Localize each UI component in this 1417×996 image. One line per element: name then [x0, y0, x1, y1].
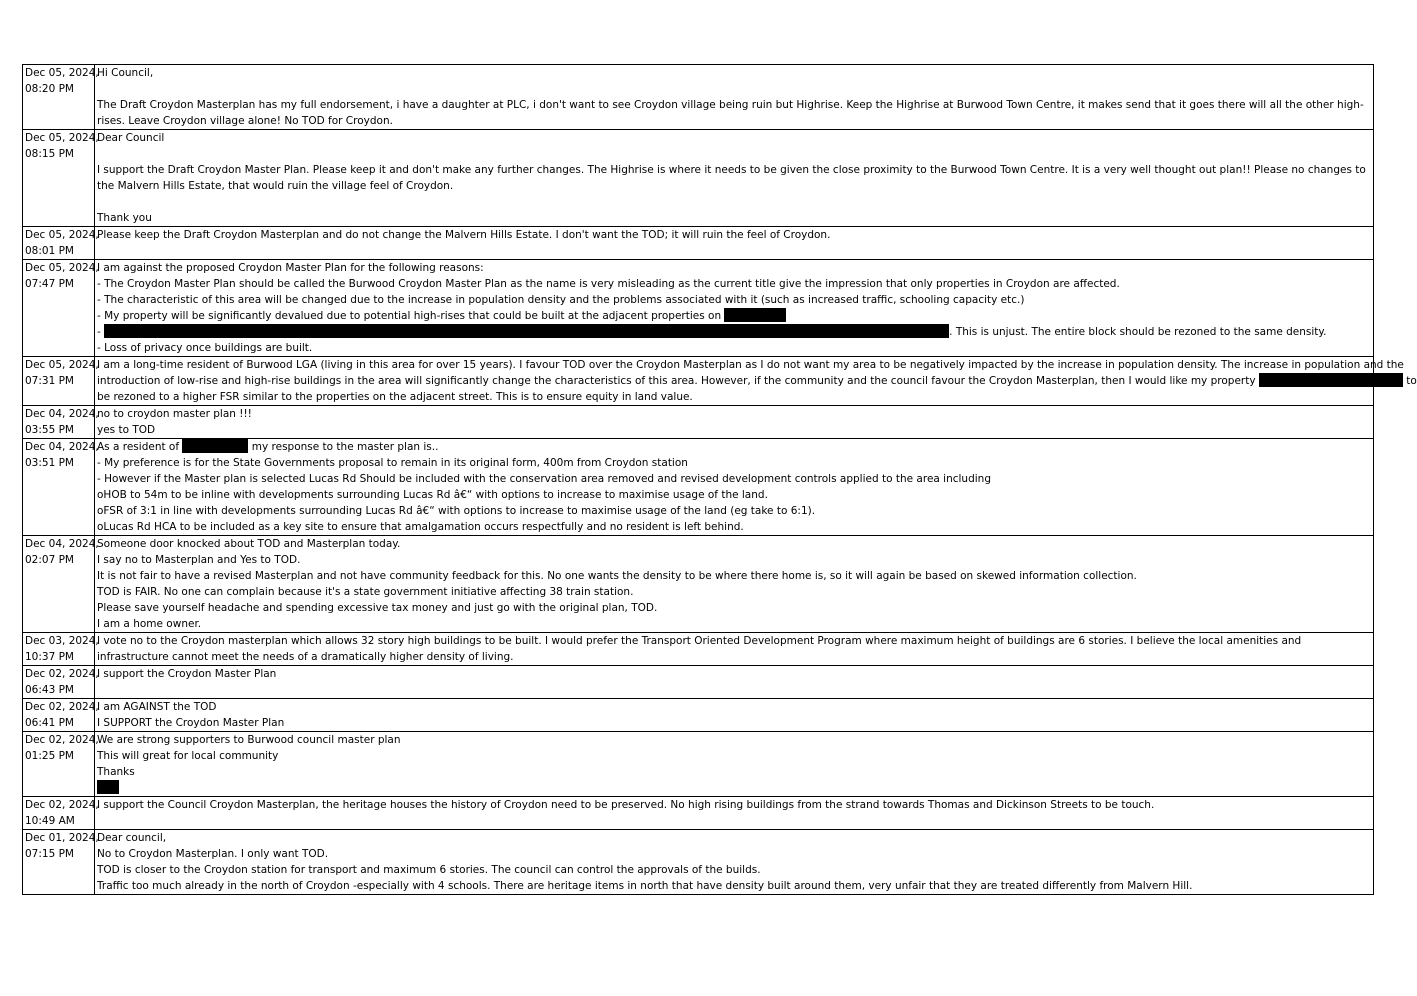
row-time: 08:20 PM	[25, 83, 74, 95]
comment-cell	[95, 732, 1374, 797]
row-date: Dec 03, 2024,	[25, 635, 99, 647]
blank-line	[97, 81, 1372, 97]
row-time: 07:31 PM	[25, 375, 74, 387]
table-row	[23, 699, 1374, 732]
comment-line: I vote no to the Croydon masterplan which allows 32 story high buildings to be built. I would prefer the Transport Oriented Development Program where maximum height of buildings are 6 stories. I believe the local amenities and infrastructure cannot meet the needs of a dramatically higher density of living.	[97, 635, 1302, 663]
date-cell	[23, 357, 99, 406]
blank-line	[97, 194, 1372, 210]
comment-line: Thanks	[97, 766, 135, 778]
row-date: Dec 01, 2024,	[25, 832, 99, 844]
row-time: 07:15 PM	[25, 848, 74, 860]
date-cell	[23, 130, 99, 227]
comment-text: . This is unjust. The entire block should be rezoned to the same density.	[949, 326, 1327, 338]
comment-line: - However if the Master plan is selected Lucas Rd Should be included with the conservation area removed and revised development controls applied to the area including	[97, 473, 991, 485]
date-cell	[23, 797, 99, 830]
comment-line: Please keep the Draft Croydon Masterplan and do not change the Malvern Hills Estate. I don't want the TOD; it will ruin the feel of Croydon.	[97, 229, 831, 241]
comment-line: Dear Council	[97, 132, 165, 144]
date-cell	[23, 830, 99, 895]
row-time: 03:55 PM	[25, 424, 74, 436]
comment-text: -	[97, 326, 101, 338]
row-time: 10:49 AM	[25, 815, 75, 827]
table-row	[23, 130, 1374, 227]
row-time: 03:51 PM	[25, 457, 74, 469]
row-date: Dec 02, 2024,	[25, 734, 99, 746]
comment-line: be rezoned to a higher FSR similar to the properties on the adjacent street. This is to ensure equity in land value.	[97, 391, 693, 403]
comment-line: Thank you	[97, 212, 152, 224]
comment-cell	[95, 65, 1374, 130]
comment-line: oHOB to 54m to be inline with developments surrounding Lucas Rd â€“ with options to increase to maximise usage of the land.	[97, 489, 768, 501]
comment-text: - My property will be significantly devalued due to potential high-rises that could be built at the adjacent properties on	[97, 310, 722, 322]
comment-line: yes to TOD	[97, 424, 156, 436]
row-time: 07:47 PM	[25, 278, 74, 290]
row-date: Dec 02, 2024,	[25, 799, 99, 811]
comment-line: - Loss of privacy once buildings are built.	[97, 342, 313, 354]
date-cell	[23, 439, 99, 536]
comment-cell	[95, 536, 1374, 633]
comment-cell	[95, 699, 1374, 732]
row-time: 10:37 PM	[25, 651, 74, 663]
row-date: Dec 05, 2024,	[25, 67, 99, 79]
comment-line: - The characteristic of this area will be changed due to the increase in population density and the problems associated with it (such as increased traffic, schooling capacity etc.)	[97, 294, 1025, 306]
redaction-box	[104, 324, 949, 338]
table-row	[23, 227, 1374, 260]
date-cell	[23, 406, 99, 439]
comment-cell	[95, 439, 1374, 536]
comment-text: As a resident of	[97, 441, 180, 453]
comment-line: I SUPPORT the Croydon Master Plan	[97, 717, 285, 729]
date-cell	[23, 65, 99, 130]
table-row	[23, 357, 1374, 406]
comment-line: - My preference is for the State Governments proposal to remain in its original form, 400m from Croydon station	[97, 457, 688, 469]
row-date: Dec 04, 2024,	[25, 408, 99, 420]
comment-line: TOD is FAIR. No one can complain because it's a state government initiative affecting 38 train station.	[97, 586, 634, 598]
comment-cell	[95, 797, 1374, 830]
comment-line: The Draft Croydon Masterplan has my full endorsement, i have a daughter at PLC, i don't want to see Croydon village being ruin but Highrise. Keep the Highrise at Burwood Town Centre, it makes send that it goes there will all the other high-rises. Leave Croydon village alone! No TOD for Croydon.	[97, 99, 1364, 127]
redaction-box	[97, 780, 119, 794]
comment-line: I support the Draft Croydon Master Plan. Please keep it and don't make any further changes. The Highrise is where it needs to be given the close proximity to the Burwood Town Centre. It is a very well thought out plan!! Please no changes to the Malvern Hills Estate, that would ruin the village feel of Croydon.	[97, 164, 1366, 192]
comment-cell	[95, 130, 1374, 227]
row-date: Dec 04, 2024,	[25, 538, 99, 550]
comment-line: Please save yourself headache and spending excessive tax money and just go with the original plan, TOD.	[97, 602, 658, 614]
row-date: Dec 02, 2024,	[25, 701, 99, 713]
table-row	[23, 732, 1374, 797]
comment-text: to	[1406, 375, 1417, 387]
row-date: Dec 02, 2024,	[25, 668, 99, 680]
table-row	[23, 797, 1374, 830]
comment-line: I am AGAINST the TOD	[97, 701, 217, 713]
comment-line	[97, 308, 1372, 324]
comment-line	[97, 373, 1417, 389]
comment-line: I am against the proposed Croydon Master Plan for the following reasons:	[97, 262, 484, 274]
table-row	[23, 666, 1374, 699]
comment-line: oFSR of 3:1 in line with developments surrounding Lucas Rd â€“ with options to increase to maximise usage of the land (eg take to 6:1).	[97, 505, 816, 517]
comment-line	[97, 780, 1372, 796]
row-date: Dec 05, 2024,	[25, 229, 99, 241]
row-time: 02:07 PM	[25, 554, 74, 566]
comment-line: I say no to Masterplan and Yes to TOD.	[97, 554, 301, 566]
comment-line: This will great for local community	[97, 750, 279, 762]
date-cell	[23, 633, 99, 666]
table-row	[23, 536, 1374, 633]
row-time: 08:15 PM	[25, 148, 74, 160]
row-date: Dec 04, 2024,	[25, 441, 99, 453]
comment-line: TOD is closer to the Croydon station for transport and maximum 6 stories. The council can control the approvals of the builds.	[97, 864, 761, 876]
comment-line: I am a long-time resident of Burwood LGA (living in this area for over 15 years). I favour TOD over the Croydon Masterplan as I do not want my area to be negatively impacted by the increase in population density. The increase in population and the	[97, 359, 1404, 371]
comment-line: I support the Croydon Master Plan	[97, 668, 277, 680]
comment-cell	[95, 227, 1374, 260]
comment-line: Dear council,	[97, 832, 167, 844]
comment-cell	[95, 830, 1374, 895]
comment-line: Someone door knocked about TOD and Masterplan today.	[97, 538, 401, 550]
row-time: 08:01 PM	[25, 245, 74, 257]
row-time: 01:25 PM	[25, 750, 74, 762]
comment-line: No to Croydon Masterplan. I only want TOD.	[97, 848, 329, 860]
comment-line: I am a home owner.	[97, 618, 202, 630]
row-time: 06:41 PM	[25, 717, 74, 729]
table-row	[23, 439, 1374, 536]
comment-cell	[95, 357, 1417, 406]
redaction-box	[1259, 373, 1403, 387]
comment-line: Traffic too much already in the north of Croydon -especially with 4 schools. There are heritage items in north that have density built around them, very unfair that they are treated differently from Malvern Hill.	[97, 880, 1193, 892]
row-date: Dec 05, 2024,	[25, 359, 99, 371]
comment-line	[97, 324, 1372, 340]
comment-line: I support the Council Croydon Masterplan, the heritage houses the history of Croydon need to be preserved. No high rising buildings from the strand towards Thomas and Dickinson Streets to be touch.	[97, 799, 1155, 811]
table-row	[23, 633, 1374, 666]
table-row	[23, 65, 1374, 130]
comment-cell	[95, 406, 1374, 439]
redaction-box	[724, 308, 786, 322]
row-date: Dec 05, 2024,	[25, 262, 99, 274]
comment-cell	[95, 260, 1374, 357]
comment-line: - The Croydon Master Plan should be called the Burwood Croydon Master Plan as the name is very misleading as the current title give the impression that only properties in Croydon are affected.	[97, 278, 1120, 290]
row-date: Dec 05, 2024,	[25, 132, 99, 144]
comment-line: We are strong supporters to Burwood council master plan	[97, 734, 401, 746]
table-row	[23, 260, 1374, 357]
blank-line	[97, 146, 1372, 162]
table-row	[23, 830, 1374, 895]
redaction-box	[182, 439, 248, 453]
comment-cell	[95, 666, 1374, 699]
comment-line: It is not fair to have a revised Masterplan and not have community feedback for this. No one wants the density to be where there home is, so it will again be based on skewed information collection.	[97, 570, 1137, 582]
date-cell	[23, 227, 99, 260]
date-cell	[23, 699, 99, 732]
date-cell	[23, 536, 99, 633]
date-cell	[23, 666, 99, 699]
date-cell	[23, 732, 99, 797]
submissions-table	[22, 64, 1417, 895]
comment-line	[97, 439, 1372, 455]
comment-line: oLucas Rd HCA to be included as a key site to ensure that amalgamation occurs respectfully and no resident is left behind.	[97, 521, 744, 533]
row-time: 06:43 PM	[25, 684, 74, 696]
comment-line: Hi Council,	[97, 67, 154, 79]
comment-text: my response to the master plan is..	[251, 441, 439, 453]
comment-cell	[95, 633, 1374, 666]
comment-text: introduction of low-rise and high-rise buildings in the area will significantly change the characteristics of this area. However, if the community and the council favour the Croydon Masterplan, then I would like my property	[97, 375, 1256, 387]
date-cell	[23, 260, 99, 357]
table-row	[23, 406, 1374, 439]
comment-line: no to croydon master plan !!!	[97, 408, 252, 420]
